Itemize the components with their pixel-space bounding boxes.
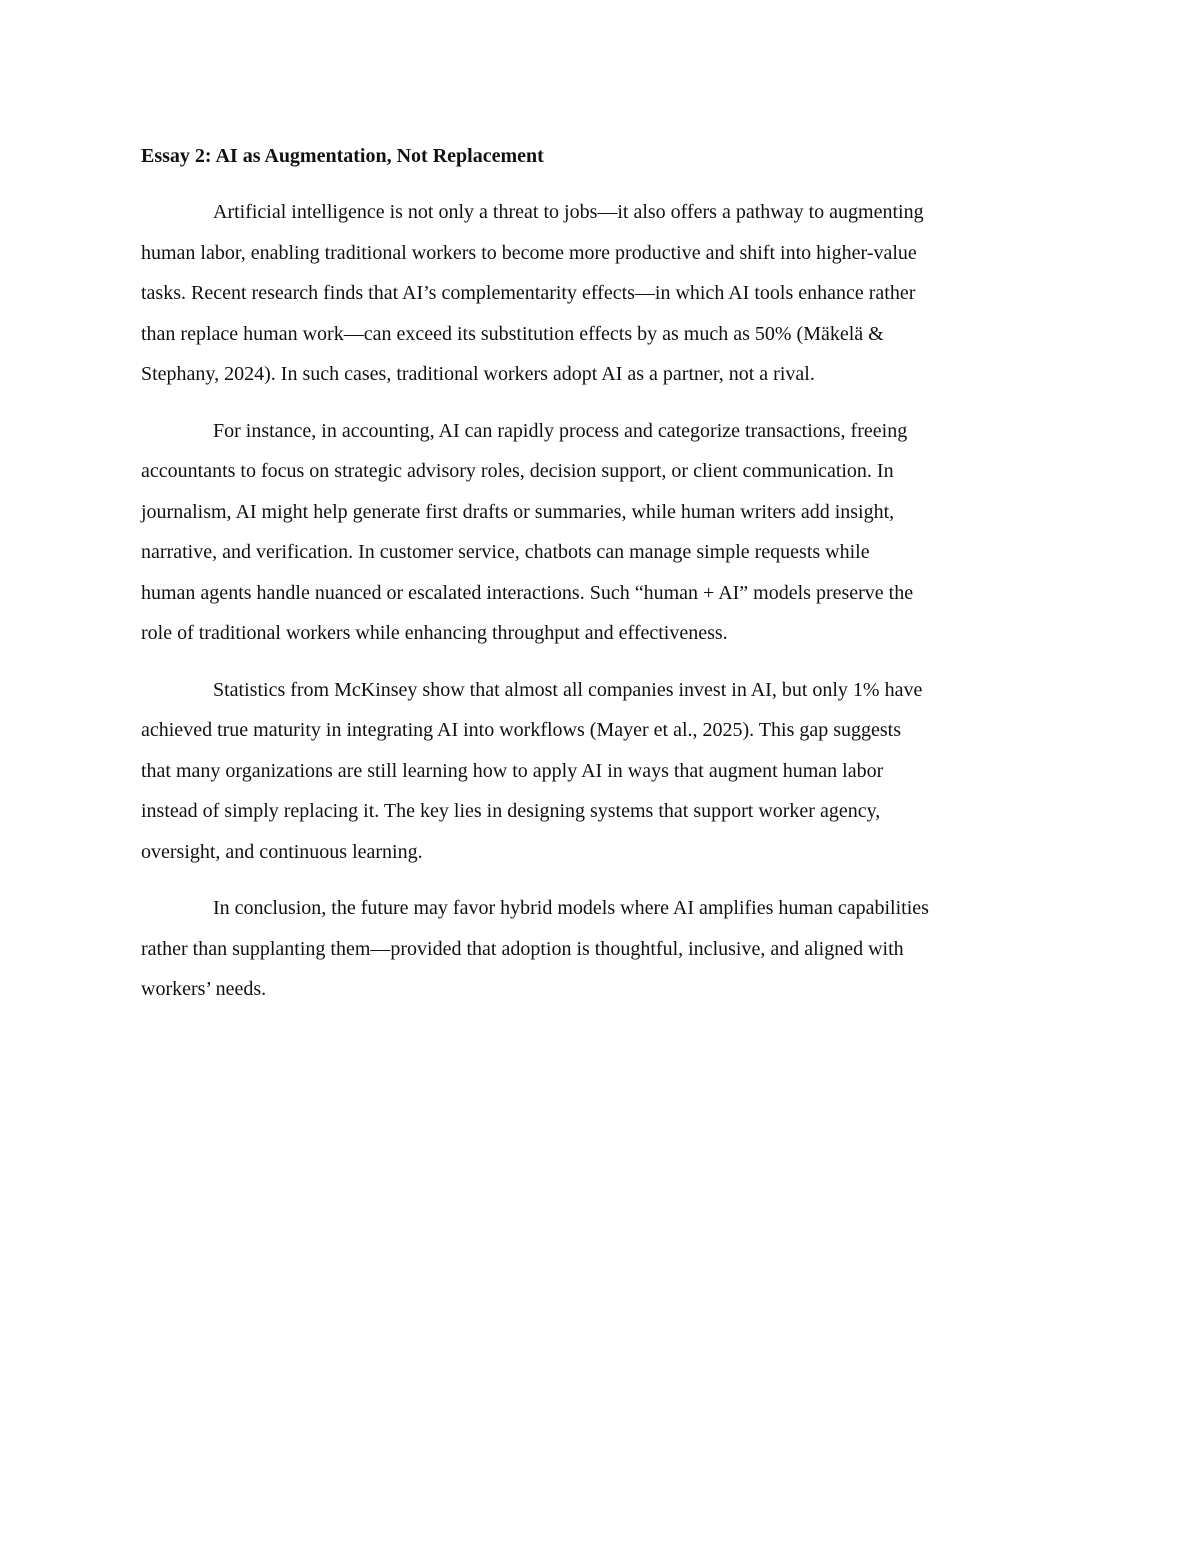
paragraph-line: role of traditional workers while enhancing throughput and effectiveness.: [141, 622, 728, 644]
paragraph-line: human labor, enabling traditional workers to become more productive and shift into higher-value: [141, 241, 917, 264]
paragraph-line: tasks. Recent research finds that AI’s complementarity effects—in which AI tools enhance rather: [141, 282, 916, 304]
paragraph-1: [141, 192, 1059, 395]
paragraph-line: Artificial intelligence is not only a threat to jobs—it also offers a pathway to augmenting: [213, 201, 924, 223]
paragraph-2: [141, 411, 1059, 654]
paragraph-line: rather than supplanting them—provided that adoption is thoughtful, inclusive, and aligned with: [141, 937, 904, 960]
paragraph-line: achieved true maturity in integrating AI into workflows (Mayer et al., 2025). This gap suggests: [141, 719, 902, 741]
paragraph-line: oversight, and continuous learning.: [141, 840, 423, 863]
paragraph-line: For instance, in accounting, AI can rapidly process and categorize transactions, freeing: [213, 419, 908, 442]
paragraph-line: accountants to focus on strategic advisory roles, decision support, or client communication. In: [141, 460, 894, 482]
paragraph-4: [141, 888, 1059, 1010]
spacer: [141, 174, 1059, 192]
paragraph-line: than replace human work—can exceed its substitution effects by as much as 50% (Mäkelä &: [141, 322, 884, 345]
spacer: [141, 654, 1059, 670]
document-body: [141, 138, 1059, 1010]
paragraph-line: workers’ needs.: [141, 978, 267, 1000]
paragraph-line: narrative, and verification. In customer service, chatbots can manage simple requests while: [141, 541, 870, 563]
paragraph-line: Stephany, 2024). In such cases, traditional workers adopt AI as a partner, not a rival.: [141, 363, 815, 385]
paragraph-3: [141, 670, 1059, 873]
paragraph-line: human agents handle nuanced or escalated interactions. Such “human + AI” models preserve the: [141, 581, 914, 604]
paragraph-line: In conclusion, the future may favor hybrid models where AI amplifies human capabilities: [213, 897, 929, 919]
paragraph-line: that many organizations are still learning how to apply AI in ways that augment human labor: [141, 759, 884, 782]
essay-title: Essay 2: AI as Augmentation, Not Replacement: [141, 145, 544, 167]
paragraph-line: instead of simply replacing it. The key lies in designing systems that support worker agency,: [141, 800, 881, 822]
spacer: [141, 872, 1059, 888]
paragraph-line: journalism, AI might help generate first drafts or summaries, while human writers add insight,: [141, 500, 895, 523]
spacer: [141, 395, 1059, 411]
paragraph-line: Statistics from McKinsey show that almost all companies invest in AI, but only 1% have: [213, 678, 923, 701]
